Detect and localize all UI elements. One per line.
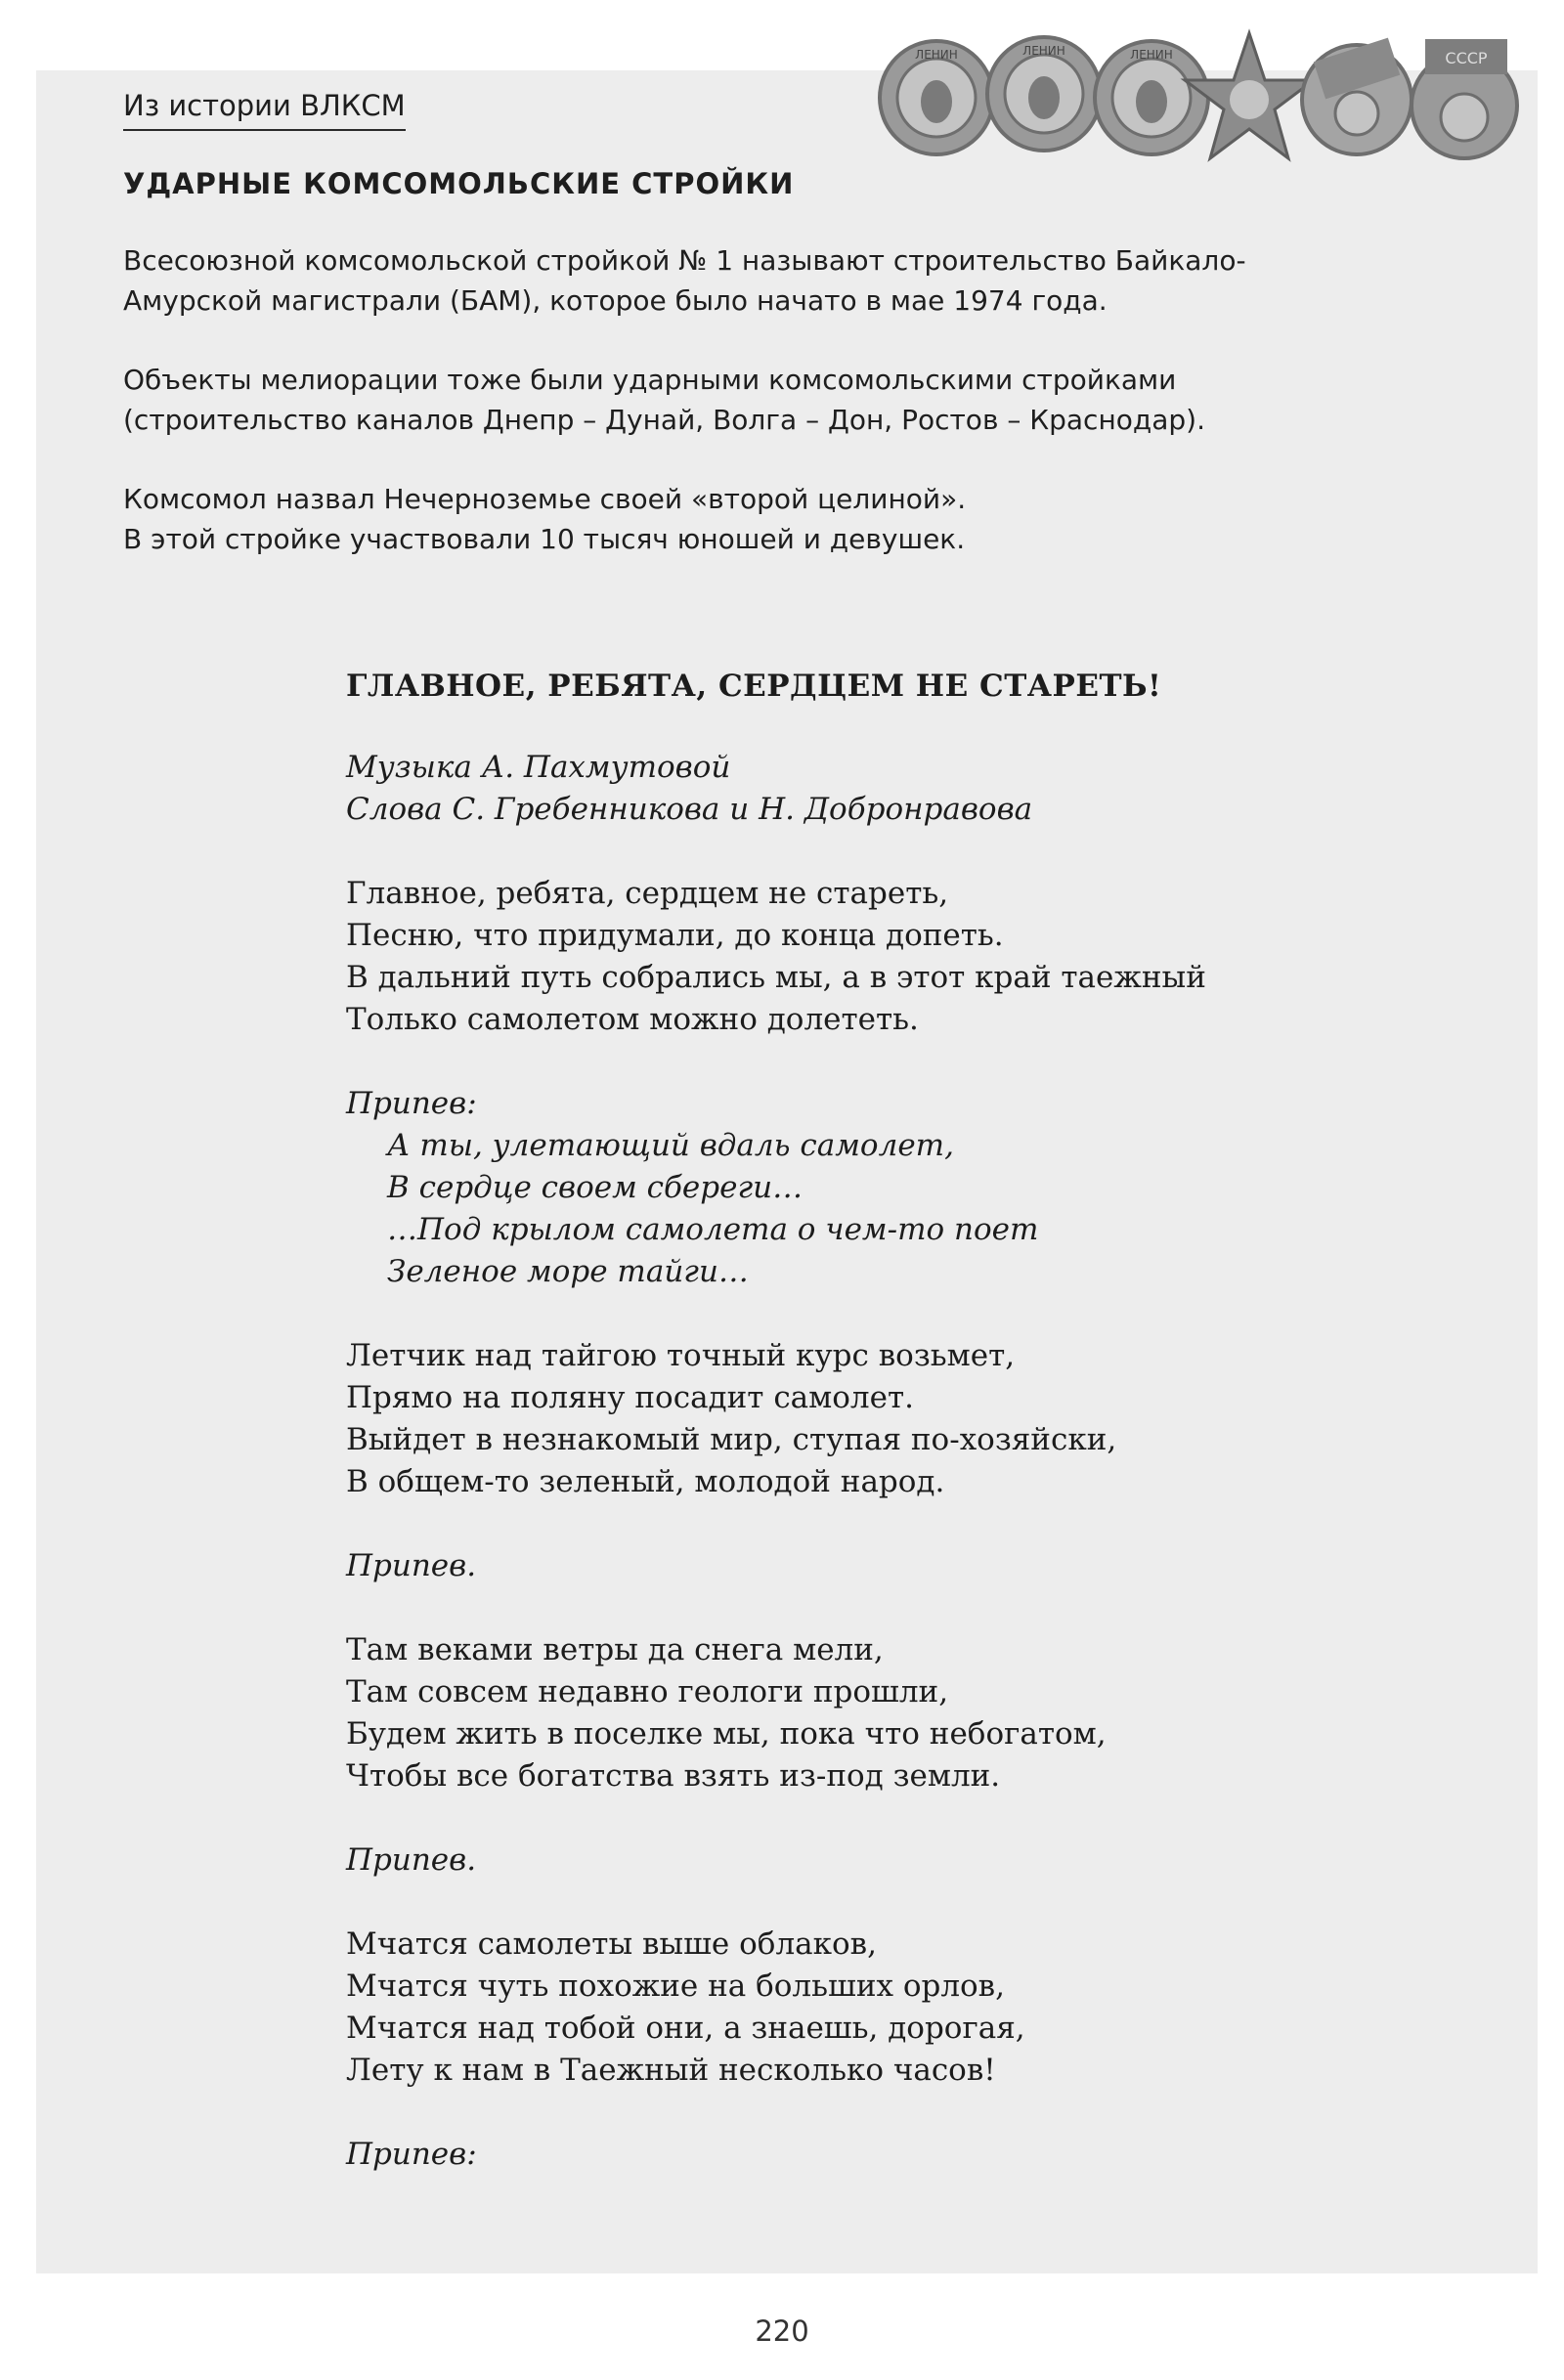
verse-line: Прямо на поляну посадит самолет.: [346, 1380, 914, 1415]
box-title: УДАРНЫЕ КОМСОМОЛЬСКИЕ СТРОЙКИ: [123, 167, 795, 200]
lenin-order-badge-1: [880, 41, 993, 154]
badge-text: СССР: [1445, 49, 1488, 67]
fact-line: (строительство каналов Днепр – Дунай, Волга – Дон, Ростов – Краснодар).: [123, 404, 1205, 436]
verse-line: Летчик над тайгою точный курс возьмет,: [346, 1338, 1016, 1373]
verse-line: Песню, что придумали, до конца допеть.: [346, 918, 1004, 953]
fact-line: Амурской магистрали (БАМ), которое было начато в мае 1974 года.: [123, 284, 1108, 317]
verse-line: Лету к нам в Таежный несколько часов!: [346, 2053, 996, 2088]
verse-2: [346, 1335, 1470, 1503]
chorus-line: Зеленое море тайги…: [387, 1254, 749, 1289]
refrain-marker: Припев:: [346, 2137, 477, 2172]
facts-list: [123, 240, 1394, 598]
order-badges-image: [878, 20, 1523, 176]
section-label: Из истории ВЛКСМ: [123, 86, 406, 131]
verse-line: Только самолетом можно долететь.: [346, 1002, 919, 1037]
credit-line: Слова С. Гребенникова и Н. Добронравова: [346, 792, 1033, 827]
fact-paragraph: [123, 479, 1394, 559]
fact-line: В этой стройке участвовали 10 тысяч юношей и девушек.: [123, 523, 966, 555]
verse-line: Мчатся над тобой они, а знаешь, дорогая,: [346, 2011, 1025, 2046]
chorus-line: А ты, улетающий вдаль самолет,: [387, 1128, 954, 1163]
verse-1: [346, 873, 1470, 1041]
badge-text: ЛЕНИН: [1022, 44, 1065, 58]
page-number: 220: [755, 2315, 809, 2348]
verse-line: Выйдет в незнакомый мир, ступая по-хозяйски,: [346, 1422, 1117, 1457]
badge-text: ЛЕНИН: [915, 48, 958, 62]
fact-line: Объекты мелиорации тоже были ударными комсомольскими стройками: [123, 364, 1177, 396]
verse-line: Мчатся чуть похожие на больших орлов,: [346, 1969, 1005, 2004]
song-credits: [346, 747, 1470, 831]
verse-3: [346, 1629, 1470, 1797]
labor-banner-badge: [1302, 38, 1412, 154]
chorus-line: В сердце своем сбереги…: [387, 1170, 804, 1205]
chorus-label: Припев:: [346, 1086, 477, 1121]
verse-line: Мчатся самолеты выше облаков,: [346, 1926, 877, 1962]
fact-line: Всесоюзной комсомольской стройкой № 1 называют строительство Байкало-: [123, 244, 1246, 277]
song: [346, 665, 1470, 2176]
verse-line: Там совсем недавно геологи прошли,: [346, 1674, 949, 1709]
ussr-banner-badge: [1412, 39, 1517, 158]
credit-line: Музыка А. Пахмутовой: [346, 750, 731, 785]
verse-line: В общем-то зеленый, молодой народ.: [346, 1464, 945, 1499]
red-star-badge: [1185, 33, 1314, 158]
chorus-line: …Под крылом самолета о чем-то поет: [387, 1212, 1039, 1247]
verse-line: Чтобы все богатства взять из-под земли.: [346, 1758, 1001, 1794]
verse-line: В дальний путь собрались мы, а в этот край таежный: [346, 960, 1206, 995]
verse-4: [346, 1924, 1470, 2092]
verse-line: Главное, ребята, сердцем не стареть,: [346, 876, 949, 911]
fact-line: Комсомол назвал Нечерноземье своей «второй целиной».: [123, 483, 967, 515]
lenin-order-badge-3: [1095, 41, 1208, 154]
lenin-order-badge-2: [987, 37, 1101, 151]
chorus: [346, 1083, 1470, 1293]
verse-line: Там веками ветры да снега мели,: [346, 1632, 884, 1667]
song-title: ГЛАВНОЕ, РЕБЯТА, СЕРДЦЕМ НЕ СТАРЕТЬ!: [346, 669, 1162, 704]
fact-paragraph: [123, 240, 1394, 321]
refrain-marker: Припев.: [346, 1842, 477, 1878]
refrain-marker: Припев.: [346, 1548, 477, 1583]
fact-paragraph: [123, 360, 1394, 440]
badge-text: ЛЕНИН: [1130, 48, 1173, 62]
verse-line: Будем жить в поселке мы, пока что небогатом,: [346, 1716, 1107, 1752]
